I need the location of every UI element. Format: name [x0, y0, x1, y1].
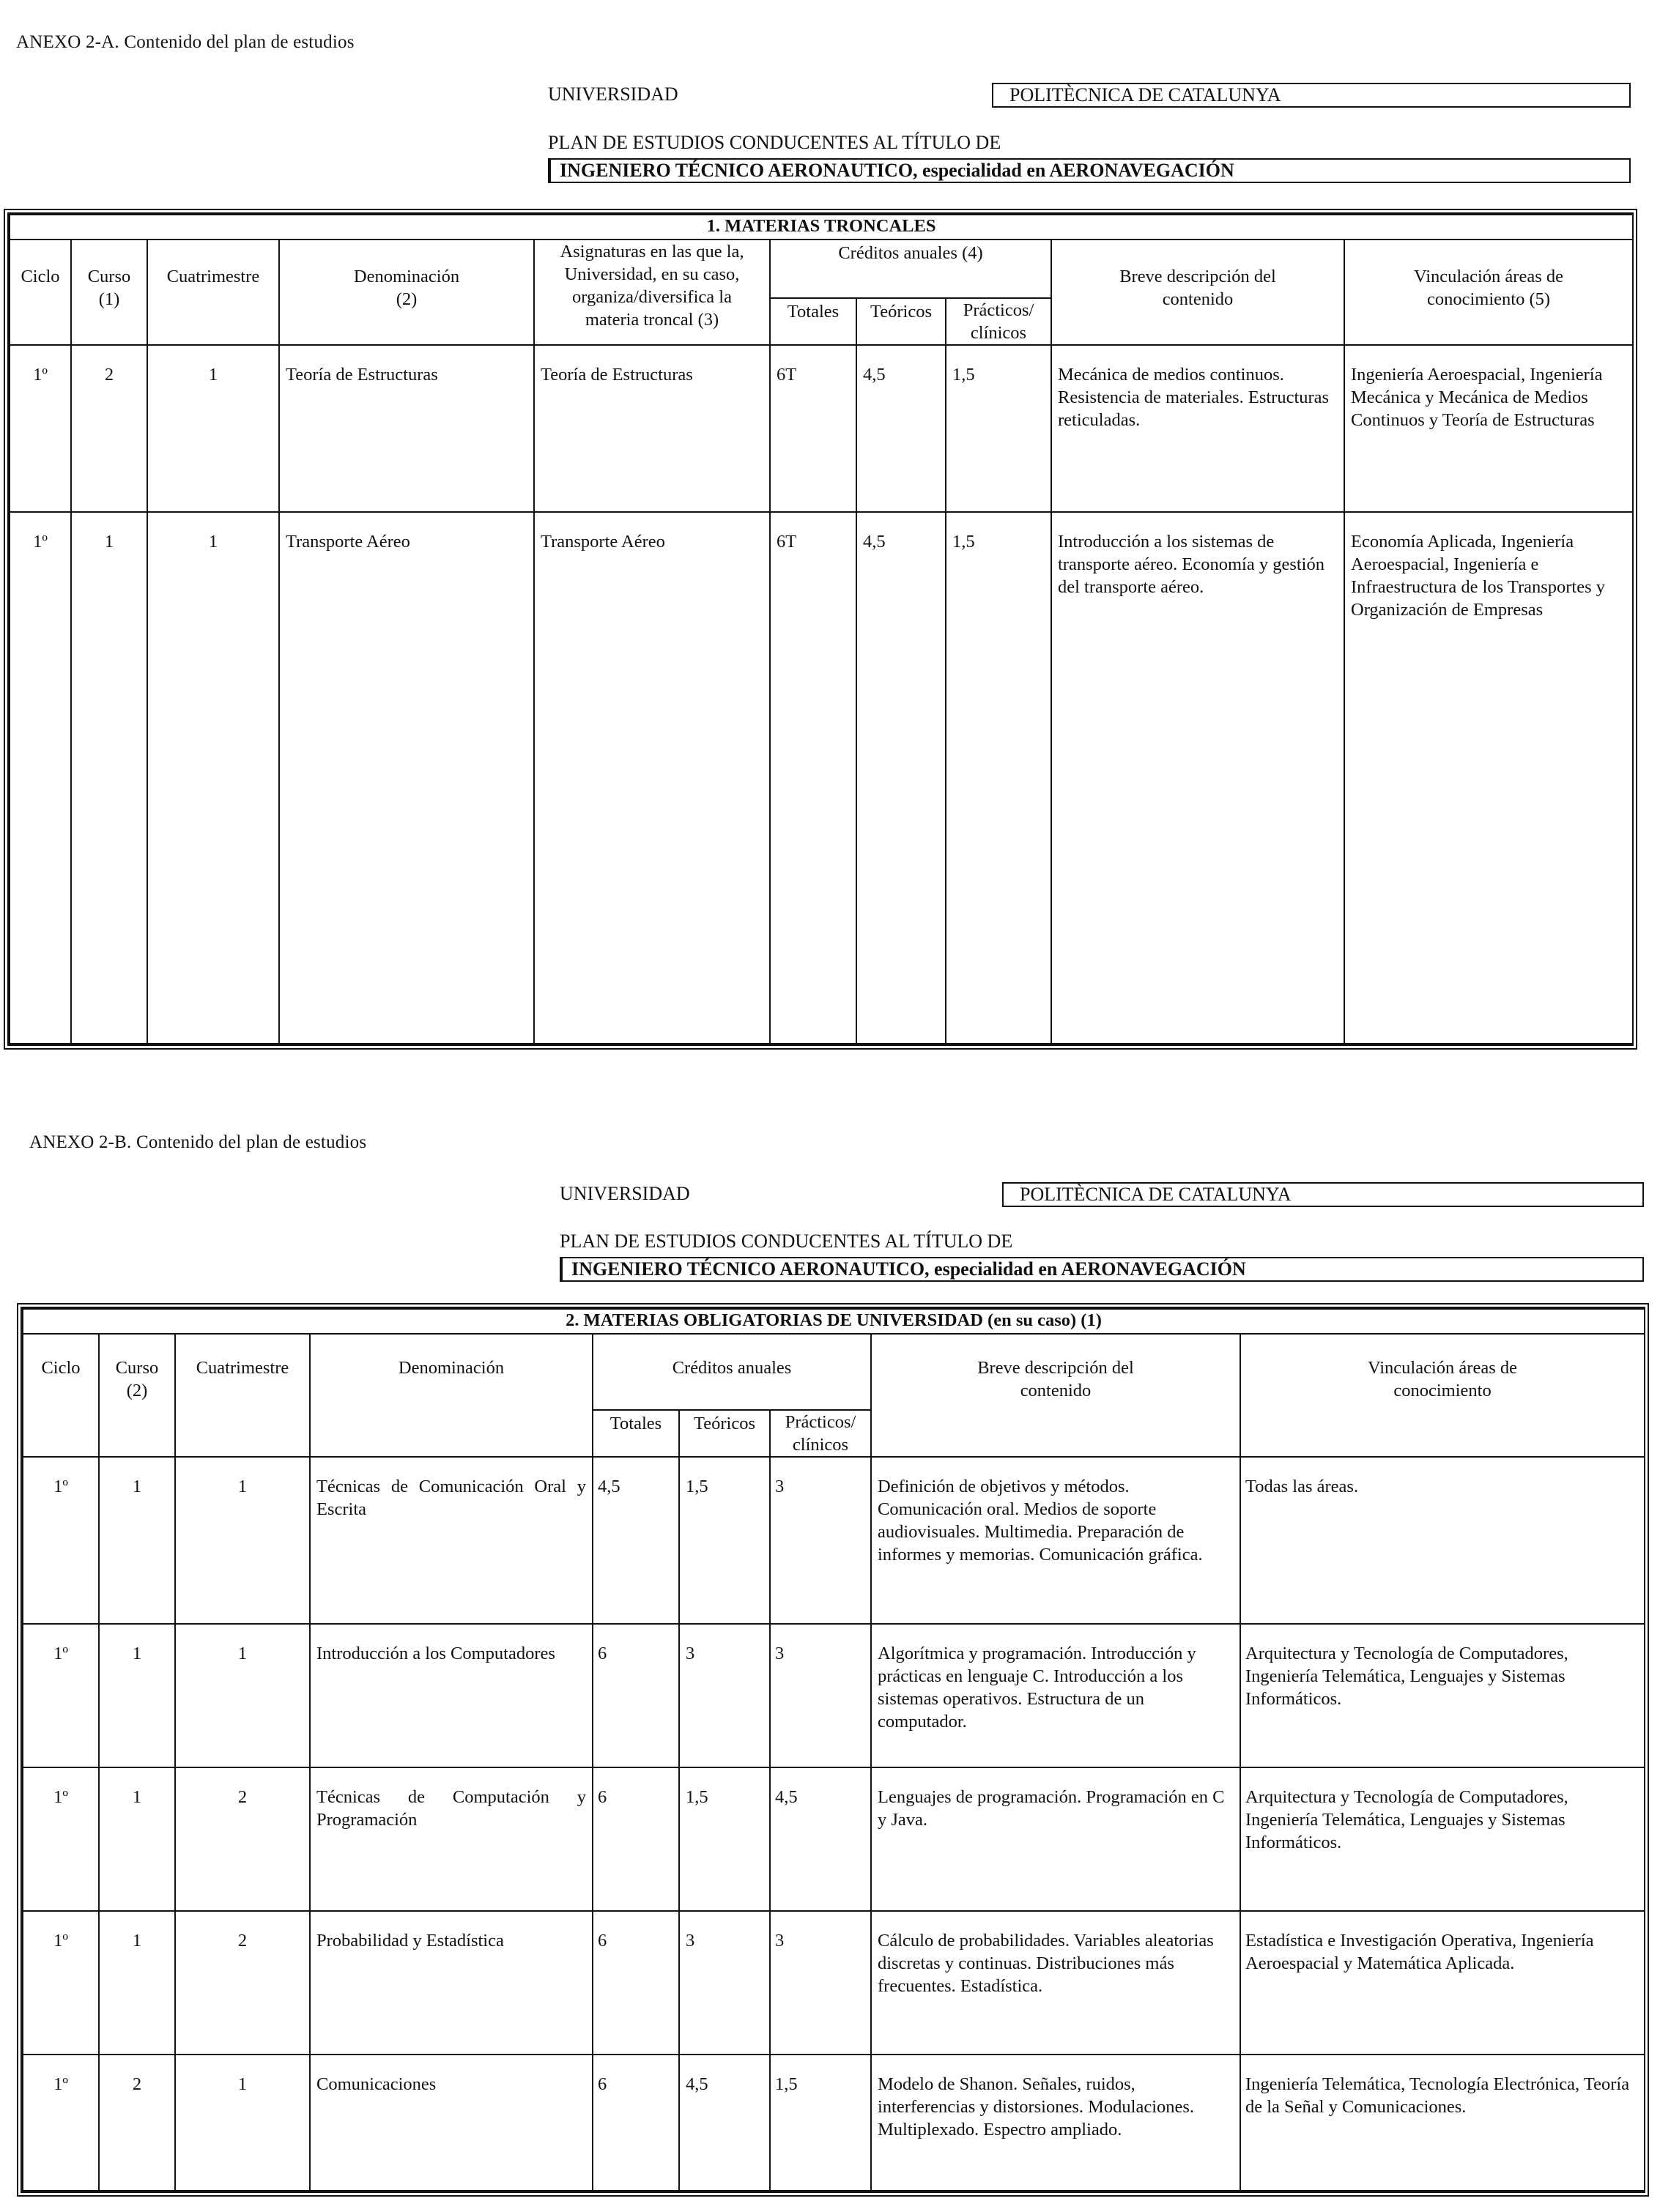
annex-a-university-label: UNIVERSIDAD	[548, 83, 678, 105]
annex-b-obligatorias-table	[21, 1307, 1645, 2193]
cell-cuatrimestre: 1	[175, 1457, 310, 1624]
cell-ciclo: 1º	[23, 2055, 99, 2191]
cell-curso: 1	[99, 1911, 175, 2055]
header-curso-note: (2)	[126, 1381, 148, 1400]
cell-descripcion: Modelo de Shanon. Señales, ruidos, interferencias y distorsiones. Modulaciones. Multiplexado. Espectro ampliado.	[871, 2055, 1240, 2191]
annex-b-plan-label: PLAN DE ESTUDIOS CONDUCENTES AL TÍTULO DE	[560, 1231, 1013, 1252]
cell-teoricos: 1,5	[679, 1457, 770, 1624]
header-curso	[71, 240, 147, 345]
annex-a-table-title: 1. MATERIAS TRONCALES	[10, 215, 1633, 240]
annex-b-heading-prefix: ANEXO 2-B.	[29, 1132, 132, 1152]
cell-ciclo: 1º	[23, 1624, 99, 1767]
cell-cuatrimestre: 2	[175, 1911, 310, 2055]
header-denominacion-label: Denominación	[353, 267, 460, 286]
header-cuatrimestre: Cuatrimestre	[147, 240, 279, 345]
header-descripcion: Breve descripción del contenido	[871, 1334, 1240, 1457]
cell-asignaturas: Transporte Aéreo	[534, 512, 770, 1044]
table-row	[10, 345, 1633, 512]
header-descripcion: Breve descripción del contenido	[1051, 240, 1344, 345]
header-curso-label: Curso	[87, 267, 131, 286]
cell-descripcion: Cálculo de probabilidades. Variables aleatorias discretas y continuas. Distribuciones más frecuentes. Estadística.	[871, 1911, 1240, 2055]
cell-practicos: 1,5	[770, 2055, 871, 2191]
header-denominacion	[279, 240, 534, 345]
header-curso	[99, 1334, 175, 1457]
cell-denominacion: Probabilidad y Estadística	[310, 1911, 593, 2055]
header-asignaturas: Asignaturas en las que la, Universidad, en su caso, organiza/diversifica la materia troncal (3)	[534, 240, 770, 345]
cell-denominacion: Transporte Aéreo	[279, 512, 534, 1044]
cell-ciclo: 1º	[10, 345, 71, 512]
cell-vinculacion: Estadística e Investigación Operativa, Ingeniería Aeroespacial y Matemática Aplicada.	[1240, 1911, 1645, 2055]
cell-ciclo: 1º	[10, 512, 71, 1044]
table-row	[23, 2055, 1645, 2191]
cell-teoricos: 4,5	[856, 512, 946, 1044]
cell-denominacion: Técnicas de Comunicación Oral y Escrita	[310, 1457, 593, 1624]
annex-a-heading-text: Contenido del plan de estudios	[124, 32, 355, 52]
cell-totales: 4,5	[593, 1457, 679, 1624]
cell-practicos: 1,5	[946, 512, 1051, 1044]
annex-b-table-title: 2. MATERIAS OBLIGATORIAS DE UNIVERSIDAD (en su caso) (1)	[23, 1309, 1645, 1334]
cell-ciclo: 1º	[23, 1457, 99, 1624]
cell-denominacion: Comunicaciones	[310, 2055, 593, 2191]
cell-totales: 6	[593, 1767, 679, 1911]
cell-ciclo: 1º	[23, 1911, 99, 2055]
cell-vinculacion: Arquitectura y Tecnología de Computadores, Ingeniería Telemática, Lenguajes y Sistemas Informáticos.	[1240, 1624, 1645, 1767]
cell-totales: 6	[593, 1911, 679, 2055]
cell-teoricos: 4,5	[679, 2055, 770, 2191]
header-totales: Totales	[593, 1410, 679, 1457]
cell-vinculacion: Ingeniería Telemática, Tecnología Electrónica, Teoría de la Señal y Comunicaciones.	[1240, 2055, 1645, 2191]
cell-teoricos: 3	[679, 1911, 770, 2055]
annex-b-university-name: POLITÈCNICA DE CATALUNYA	[1002, 1182, 1644, 1207]
cell-practicos: 3	[770, 1911, 871, 2055]
annex-a-university-name: POLITÈCNICA DE CATALUNYA	[992, 83, 1631, 108]
annex-a-troncales-table	[7, 212, 1634, 1046]
cell-curso: 1	[99, 1767, 175, 1911]
annex-b-university-label: UNIVERSIDAD	[560, 1183, 690, 1204]
cell-teoricos: 1,5	[679, 1767, 770, 1911]
header-vinculacion: Vinculación áreas de conocimiento	[1240, 1334, 1645, 1457]
header-creditos: Créditos anuales	[593, 1334, 871, 1410]
header-denominacion: Denominación	[310, 1334, 593, 1457]
cell-denominacion: Introducción a los Computadores	[310, 1624, 593, 1767]
cell-ciclo: 1º	[23, 1767, 99, 1911]
cell-denominacion: Teoría de Estructuras	[279, 345, 534, 512]
cell-curso: 2	[71, 345, 147, 512]
cell-totales: 6	[593, 1624, 679, 1767]
annex-a-heading	[16, 32, 355, 53]
cell-practicos: 1,5	[946, 345, 1051, 512]
table-row	[23, 1767, 1645, 1911]
header-ciclo: Ciclo	[23, 1334, 99, 1457]
cell-curso: 1	[99, 1624, 175, 1767]
cell-teoricos: 4,5	[856, 345, 946, 512]
cell-vinculacion: Arquitectura y Tecnología de Computadores, Ingeniería Telemática, Lenguajes y Sistemas Informáticos.	[1240, 1767, 1645, 1911]
cell-descripcion: Lenguajes de programación. Programación en C y Java.	[871, 1767, 1240, 1911]
header-curso-label: Curso	[115, 1358, 159, 1378]
table-row	[23, 1624, 1645, 1767]
header-teoricos: Teóricos	[679, 1410, 770, 1457]
cell-totales: 6	[593, 2055, 679, 2191]
cell-curso: 2	[99, 2055, 175, 2191]
cell-vinculacion: Economía Aplicada, Ingeniería Aeroespacial, Ingeniería e Infraestructura de los Transportes y Organización de Empresas	[1344, 512, 1633, 1044]
header-cuatrimestre: Cuatrimestre	[175, 1334, 310, 1457]
cell-cuatrimestre: 1	[147, 512, 279, 1044]
header-totales: Totales	[770, 298, 856, 345]
cell-cuatrimestre: 1	[175, 2055, 310, 2191]
header-creditos: Créditos anuales (4)	[770, 240, 1051, 298]
header-practicos: Prácticos/ clínicos	[946, 298, 1051, 345]
cell-descripcion: Algorítmica y programación. Introducción y prácticas en lenguaje C. Introducción a los sistemas operativos. Estructura de un computador.	[871, 1624, 1240, 1767]
header-curso-note: (1)	[98, 289, 120, 309]
cell-practicos: 3	[770, 1457, 871, 1624]
cell-totales: 6T	[770, 345, 856, 512]
cell-curso: 1	[99, 1457, 175, 1624]
cell-descripcion: Introducción a los sistemas de transporte aéreo. Economía y gestión del transporte aéreo.	[1051, 512, 1344, 1044]
header-denominacion-note: (2)	[396, 289, 418, 309]
header-vinculacion: Vinculación áreas de conocimiento (5)	[1344, 240, 1633, 345]
cell-cuatrimestre: 1	[175, 1624, 310, 1767]
cell-curso: 1	[71, 512, 147, 1044]
annex-b-heading	[29, 1132, 366, 1153]
cell-denominacion: Técnicas de Computación y Programación	[310, 1767, 593, 1911]
annex-b-degree-title: INGENIERO TÉCNICO AERONAUTICO, especialidad en AERONAVEGACIÓN	[560, 1257, 1644, 1282]
cell-descripcion: Definición de objetivos y métodos. Comunicación oral. Medios de soporte audiovisuales. Multimedia. Preparación de informes y memorias. Comunicación gráfica.	[871, 1457, 1240, 1624]
table-row	[23, 1457, 1645, 1624]
cell-asignaturas: Teoría de Estructuras	[534, 345, 770, 512]
cell-cuatrimestre: 1	[147, 345, 279, 512]
header-ciclo: Ciclo	[10, 240, 71, 345]
annex-a-plan-label: PLAN DE ESTUDIOS CONDUCENTES AL TÍTULO DE	[548, 132, 1001, 153]
cell-totales: 6T	[770, 512, 856, 1044]
annex-a-heading-prefix: ANEXO 2-A.	[16, 32, 119, 52]
cell-vinculacion: Ingeniería Aeroespacial, Ingeniería Mecánica y Mecánica de Medios Continuos y Teoría de Estructuras	[1344, 345, 1633, 512]
table-row	[10, 512, 1633, 1044]
cell-practicos: 3	[770, 1624, 871, 1767]
cell-practicos: 4,5	[770, 1767, 871, 1911]
cell-teoricos: 3	[679, 1624, 770, 1767]
annex-b-heading-text: Contenido del plan de estudios	[136, 1132, 367, 1152]
header-practicos: Prácticos/ clínicos	[770, 1410, 871, 1457]
header-teoricos: Teóricos	[856, 298, 946, 345]
cell-vinculacion: Todas las áreas.	[1240, 1457, 1645, 1624]
cell-descripcion: Mecánica de medios continuos. Resistencia de materiales. Estructuras reticuladas.	[1051, 345, 1344, 512]
cell-cuatrimestre: 2	[175, 1767, 310, 1911]
table-row	[23, 1911, 1645, 2055]
annex-a-degree-title: INGENIERO TÉCNICO AERONAUTICO, especialidad en AERONAVEGACIÓN	[548, 158, 1631, 183]
